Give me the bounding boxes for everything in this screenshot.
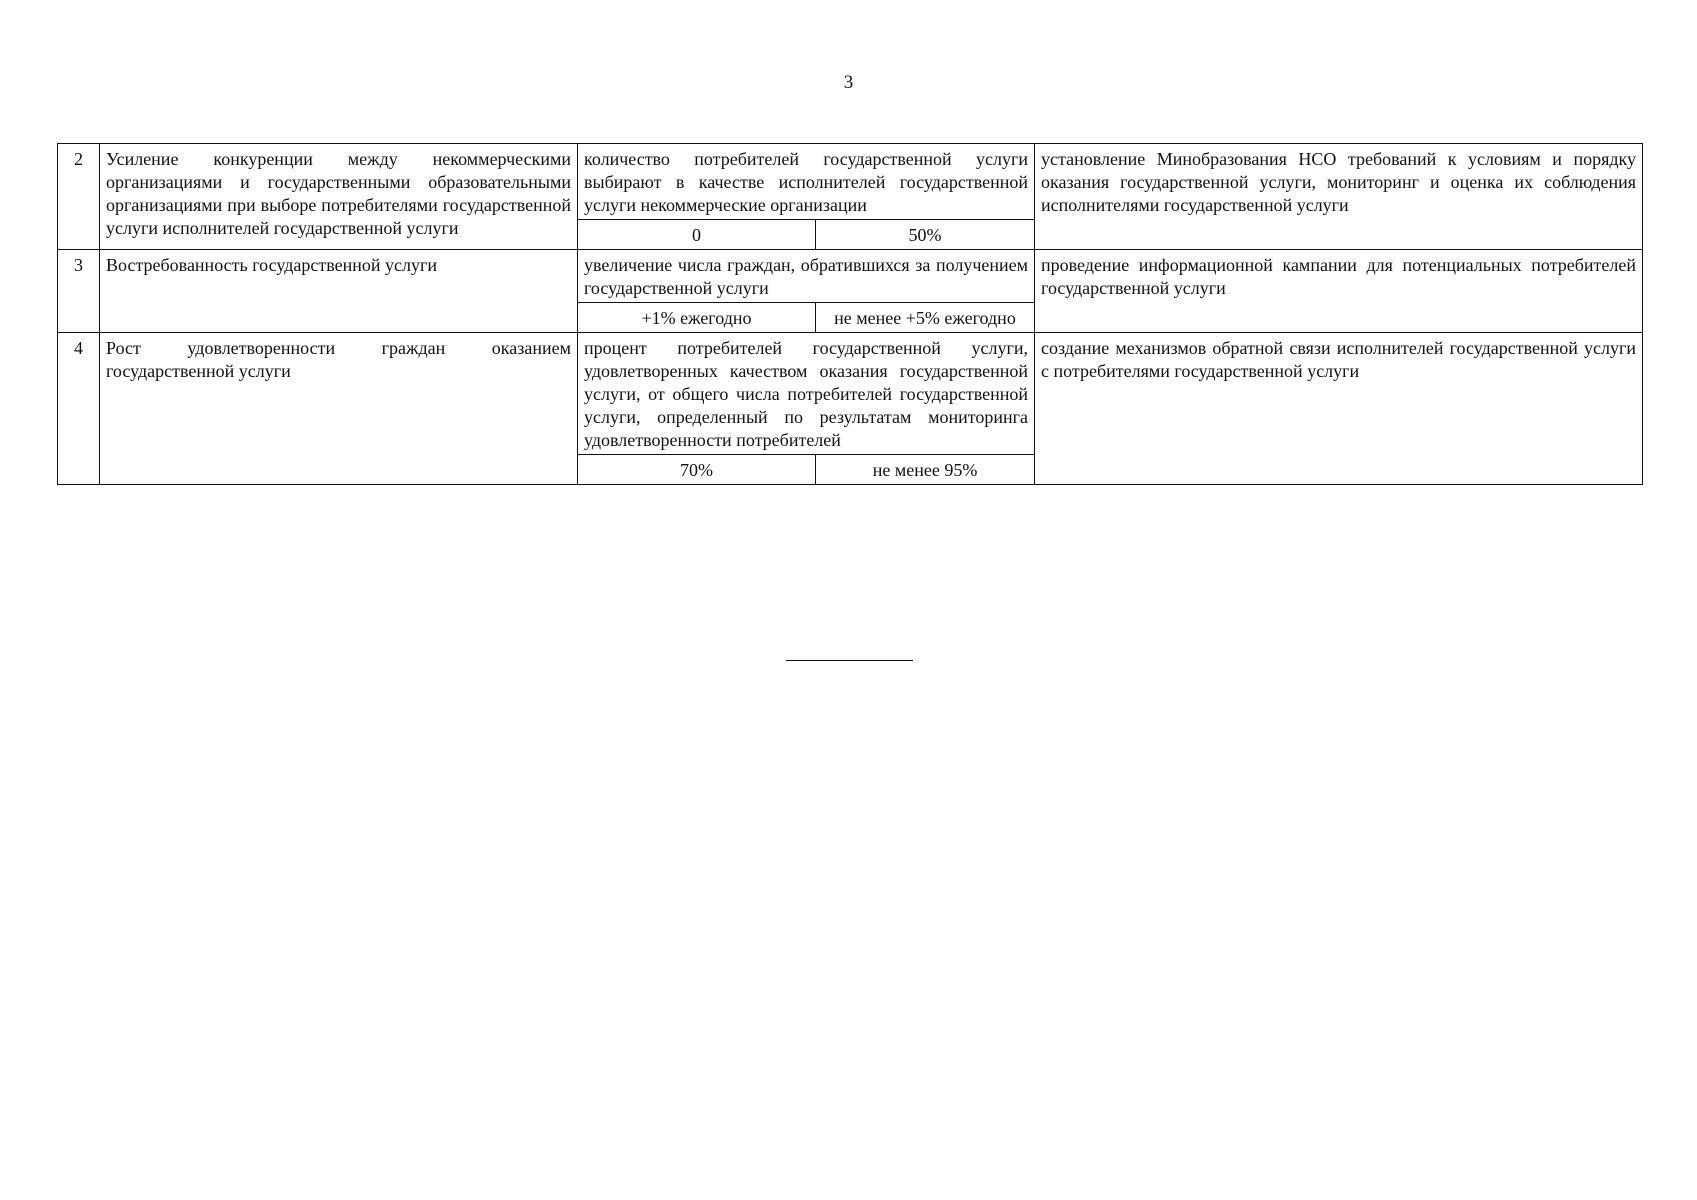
row-number: 3 [58,250,100,333]
measures-cell: установление Минобразования НСО требований к условиям и порядку оказания государственной услуги, мониторинг и оценка их соблюдения исполнителями государственной услуги [1035,144,1643,250]
value-target-cell: 50% [816,220,1035,250]
value-target-cell: не менее 95% [816,455,1035,485]
value-target-cell: не менее +5% ежегодно [816,303,1035,333]
table-row [58,250,1643,303]
table-row [58,144,1643,220]
indicator-cell: увеличение числа граждан, обратившихся за получением государственной услуги [578,250,1035,303]
measures-table [57,143,1643,485]
document-end-rule [786,660,913,661]
indicator-cell: процент потребителей государственной услуги, удовлетворенных качеством оказания государственной услуги, от общего числа потребителей государственной услуги, определенный по результатам мониторинга удовлетворенности потребителей [578,333,1035,455]
indicator-cell: количество потребителей государственной услуги выбирают в качестве исполнителей государственной услуги некоммерческие организации [578,144,1035,220]
factor-cell: Рост удовлетворенности граждан оказанием государственной услуги [100,333,578,485]
measures-cell: проведение информационной кампании для потенциальных потребителей государственной услуги [1035,250,1643,333]
table-row [58,333,1643,455]
value-current-cell: +1% ежегодно [578,303,816,333]
measures-cell: создание механизмов обратной связи исполнителей государственной услуги с потребителями государственной услуги [1035,333,1643,485]
value-current-cell: 0 [578,220,816,250]
page-number: 3 [843,72,854,93]
row-number: 4 [58,333,100,485]
row-number: 2 [58,144,100,250]
factor-cell: Усиление конкуренции между некоммерческими организациями и государственными образовательными организациями при выборе потребителями государственной услуги исполнителей государственной услуги [100,144,578,250]
factor-cell: Востребованность государственной услуги [100,250,578,333]
value-current-cell: 70% [578,455,816,485]
